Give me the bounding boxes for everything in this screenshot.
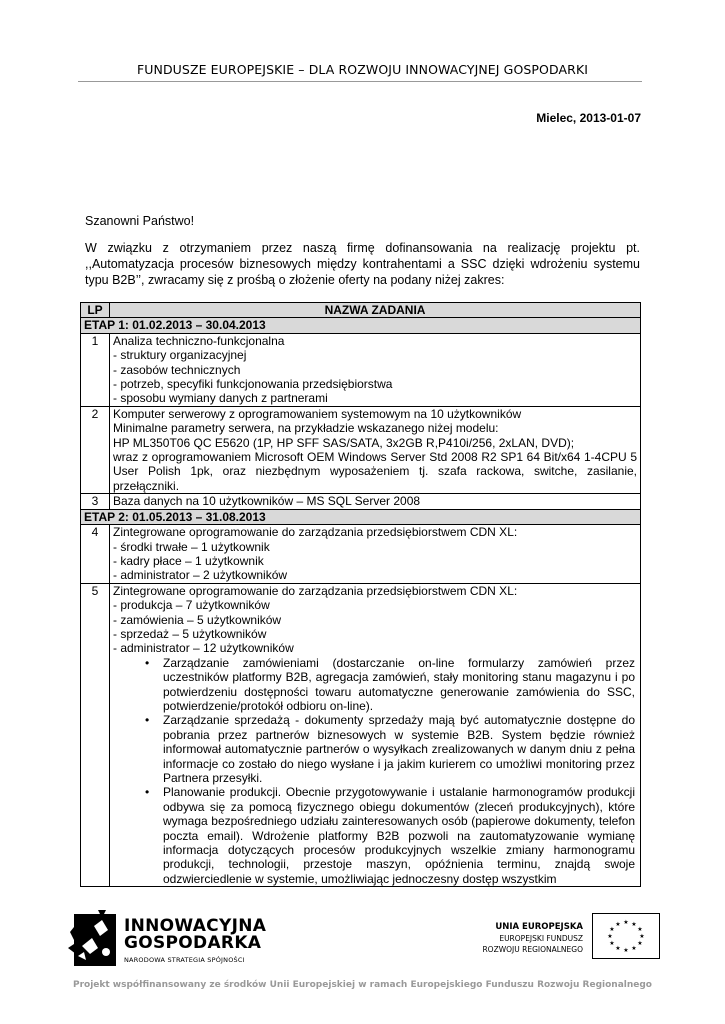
innovative-economy-label [124, 918, 266, 964]
col-lp-header: LP [81, 303, 110, 318]
task-line: - zamówienia – 5 użytkowników [113, 612, 282, 627]
task-line: - kadry płace – 1 użytkownik [113, 553, 264, 568]
task-cell: Baza danych na 10 użytkowników – MS SQL Server 2008 [110, 494, 641, 509]
task-line: - sprzedaż – 5 użytkowników [113, 626, 267, 641]
svg-text:★: ★ [607, 933, 613, 940]
task-cell [110, 583, 641, 887]
svg-text:★: ★ [609, 926, 615, 933]
cofinancing-note: Projekt współfinansowany ze środków Unii Europejskiej w ramach Europejskiego Funduszu Rozwoju Regionalnego [72, 980, 652, 990]
task-line: Zintegrowane oprogramowanie do zarządzania przedsiębiorstwem CDN XL: [113, 583, 518, 598]
task-cell [110, 333, 641, 406]
header-divider [78, 81, 642, 82]
stage2-label: ETAP 2: 01.05.2013 – 31.08.2013 [81, 509, 641, 524]
list-item: • Zarządzanie zamówieniami (dostarczanie on-line formularzy zamówień przez uczestników platformy B2B, agregacja zamówień, stały monitoring stanu magazynu i po potwierdzeniu dostępności towaru automatyczne generowanie zamówienia do SSC, potwierdzenie/protokół odbioru on-line). [163, 656, 637, 714]
date-line: Mielec, 2013-01-07 [536, 111, 641, 125]
task-line: Minimalne parametry serwera, na przykładzie wskazanego niżej modelu: [113, 421, 499, 436]
task-line: - struktury organizacyjnej [113, 348, 247, 363]
table-row [81, 583, 641, 887]
ig-line1: INNOWACYJNA [124, 916, 267, 936]
list-item: • Planowanie produkcji. Obecnie przygotowywanie i ustalanie harmonogramów produkcji odbywa się za pomocą fizycznego obiegu dokumentów (zleceń produkcyjnych), które wymaga bezpośredniego udziału zainteresowanych osób (papierowe dokumenty, telefon poczta email). Wdrożenie platformy B2B pozwoli na zautomatyzowanie wymianę informacja dotyczących procesów produkcyjnych wszelkie zmiany harmonogramu produkcji, technologii, przestoje maszyn, opóźnienia terminu, znajdą swoje odzwierciedlenie w systemie, umożliwiając jednoczesny dostęp wszystkim [163, 785, 637, 886]
col-name-header: NAZWA ZADANIA [110, 303, 641, 318]
innovative-economy-logo-icon [68, 908, 118, 970]
row-number: 3 [81, 494, 110, 509]
eu-line1: UNIA EUROPEJSKA [495, 922, 583, 932]
tasks-table [80, 302, 641, 887]
ig-line2: GOSPODARKA [124, 933, 262, 953]
feature-list [113, 656, 637, 887]
task-line: - administrator – 2 użytkowników [113, 568, 288, 583]
task-line: - zasobów technicznych [113, 362, 241, 377]
table-header-row [81, 303, 641, 318]
table-row [81, 406, 641, 493]
task-line: - środki trwałe – 1 użytkownik [113, 539, 270, 554]
page-header-title: FUNDUSZE EUROPEJSKIE – DLA ROZWOJU INNOWACYJNEJ GOSPODARKI [136, 62, 589, 77]
task-cell [110, 406, 641, 493]
task-line: - potrzeb, specyfiki funkcjonowania przedsiębiorstwa [113, 377, 393, 392]
svg-text:★: ★ [615, 921, 621, 928]
task-cell [110, 525, 641, 584]
svg-text:★: ★ [631, 945, 637, 952]
stage-row [81, 509, 641, 524]
greeting: Szanowni Państwo! [85, 214, 195, 228]
svg-text:★: ★ [623, 947, 629, 954]
footer-logos [0, 900, 725, 980]
task-line: - sposobu wymiany danych z partnerami [113, 391, 328, 406]
table-row [81, 333, 641, 406]
task-line: Zintegrowane oprogramowanie do zarządzania przedsiębiorstwem CDN XL: [113, 525, 518, 540]
svg-text:★: ★ [623, 919, 629, 926]
eu-line2: EUROPEJSKI FUNDUSZ [499, 934, 583, 943]
eu-flag-icon [592, 913, 660, 959]
row-number: 2 [81, 406, 110, 493]
stage1-label: ETAP 1: 01.02.2013 – 30.04.2013 [81, 318, 641, 333]
svg-text:★: ★ [631, 921, 637, 928]
row-number: 5 [81, 583, 110, 887]
row-number: 1 [81, 333, 110, 406]
task-line: Komputer serwerowy z oprogramowaniem systemowym na 10 użytkowników [113, 406, 522, 421]
eu-line3: ROZWOJU REGIONALNEGO [482, 945, 583, 954]
stage-row [81, 318, 641, 333]
task-line: - produkcja – 7 użytkowników [113, 598, 270, 613]
row-number: 4 [81, 525, 110, 584]
task-line: wraz z oprogramowaniem Microsoft OEM Windows Server Std 2008 R2 SP1 64 Bit/x64 1-4CPU 5 User Polish 1pk, oraz niezbędnym wyposażeniem tj. szafa rackowa, switche, zasilanie, przełączniki. [113, 450, 637, 493]
table-row [81, 525, 641, 584]
task-line: - administrator – 12 użytkowników [113, 641, 294, 656]
svg-text:★: ★ [637, 926, 643, 933]
task-line: Analiza techniczno-funkcjonalna [113, 333, 285, 348]
intro-paragraph: W związku z otrzymaniem przez naszą firmę dofinansowania na realizację projektu pt. ,,Automatyzacja procesów biznesowych między kontrahentami a SSC dzięki wdrożeniu systemu typu B2B’’, zwracamy się z prośbą o złożenie oferty na podany niżej zakres: [85, 241, 640, 287]
svg-text:★: ★ [637, 940, 643, 947]
ig-line3: NARODOWA STRATEGIA SPÓJNOŚCI [124, 956, 245, 964]
eu-label [482, 922, 583, 955]
task-line: HP ML350T06 QC E5620 (1P, HP SFF SAS/SATA, 3x2GB R,P410i/256, 2xLAN, DVD); [113, 435, 575, 450]
table-row [81, 494, 641, 509]
list-item: • Zarządzanie sprzedażą - dokumenty sprzedaży mają być automatycznie dostępne do pobrania przez partnerów biznesowych w systemie B2B. System będzie również informował automatycznie partnerów o wysyłkach zrealizowanych w danym dniu z pełna informacje co zostało do niego wysłane i ja jakim kurierem co umożliwi monitoring przez Partnera przesyłki. [163, 713, 637, 785]
svg-text:★: ★ [609, 940, 615, 947]
svg-text:★: ★ [615, 945, 621, 952]
svg-text:★: ★ [639, 933, 645, 940]
